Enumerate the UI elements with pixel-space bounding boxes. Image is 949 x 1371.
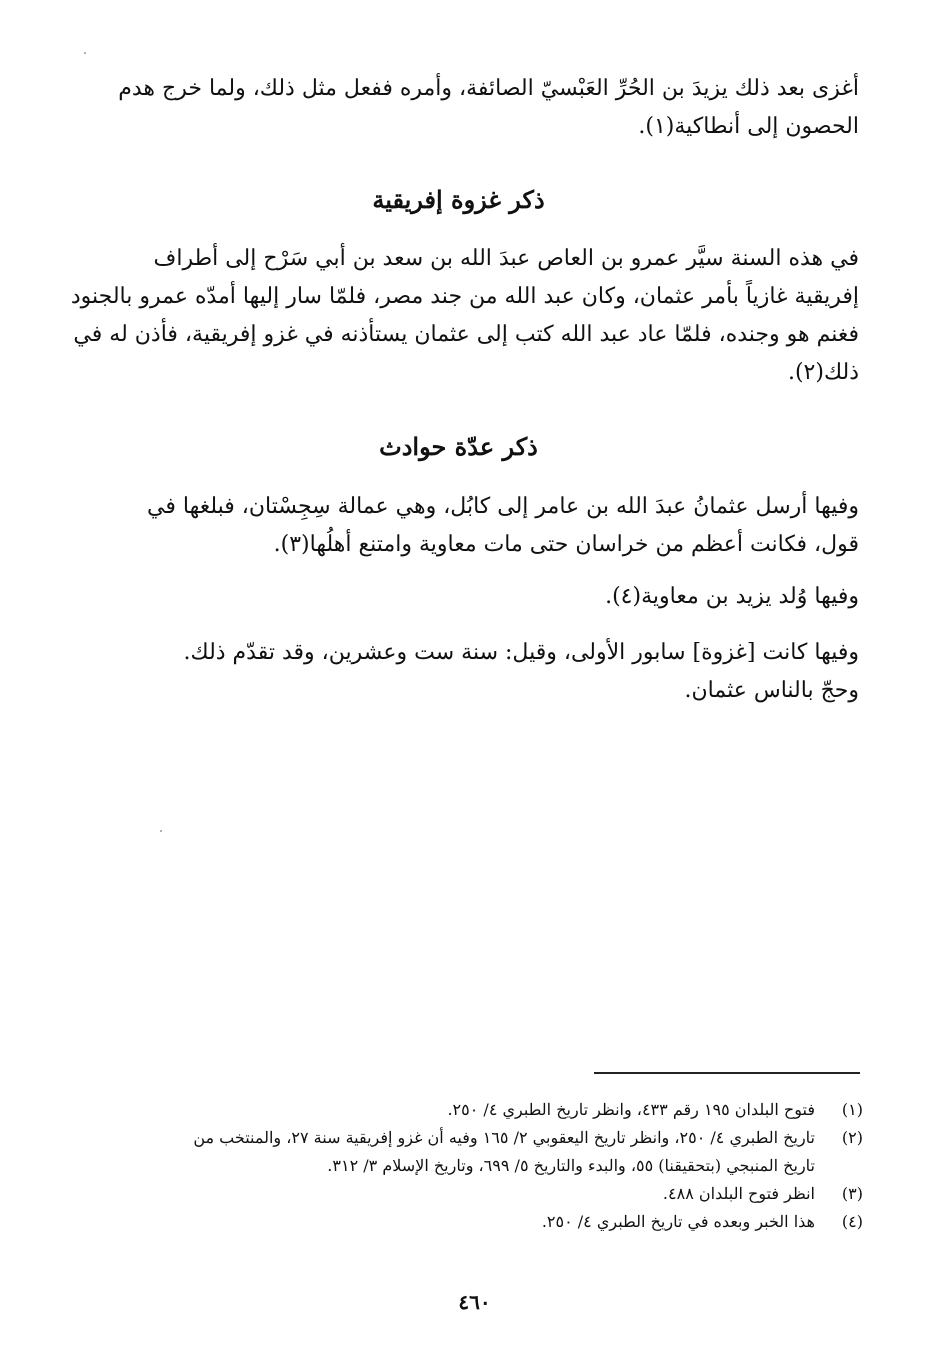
paragraph-5	[58, 634, 859, 710]
heading-ifriqiya-raid: ذكر غزوة إفريقية	[372, 185, 545, 214]
paragraph-4-line-1: وفيها وُلد يزيد بن معاوية(٤).	[605, 584, 859, 609]
footnote-3-number: (٣)	[841, 1184, 863, 1203]
footnote-divider	[594, 1072, 860, 1074]
footnotes	[58, 1096, 863, 1236]
page-number: ٤٦٠	[458, 1290, 491, 1314]
heading-events: ذكر عدّة حوادث	[379, 432, 538, 461]
paragraph-2	[58, 240, 859, 392]
footnote-4	[58, 1208, 863, 1236]
paragraph-2-line-1: في هذه السنة سيَّر عمرو بن العاص عبدَ الله بن سعد بن أبي سَرْح إلى أطراف	[153, 246, 859, 271]
paragraph-3-line-2: قول، فكانت أعظم من خراسان حتى مات معاوية وامتنع أهلُها(٣).	[273, 532, 859, 557]
footnote-3	[58, 1180, 863, 1208]
footnote-3-text: انظر فتوح البلدان ٤٨٨.	[662, 1184, 815, 1203]
scan-speck	[84, 52, 86, 54]
footnote-2-continued-text: تاريخ المنبجي (بتحقيقنا) ٥٥، والبدء والتاريخ ٥/ ٦٩٩، وتاريخ الإسلام ٣/ ٣١٢.	[327, 1156, 815, 1175]
footnote-4-text: هذا الخبر وبعده في تاريخ الطبري ٤/ ٢٥٠.	[541, 1212, 815, 1231]
footnote-4-number: (٤)	[841, 1212, 863, 1231]
paragraph-5-line-2: وحجّ بالناس عثمان.	[684, 678, 859, 703]
scan-speck	[160, 830, 162, 832]
footnote-2-number: (٢)	[841, 1128, 863, 1147]
paragraph-4	[58, 578, 859, 616]
paragraph-2-line-4: ذلك(٢).	[787, 360, 859, 385]
paragraph-5-line-1: وفيها كانت [غزوة] سابور الأولى، وقيل: سنة ست وعشرين، وقد تقدّم ذلك.	[183, 640, 859, 665]
paragraph-1-line-1: أغزى بعد ذلك يزيدَ بن الحُرِّ العَبْسيّ الصائفة، وأمره ففعل مثل ذلك، ولما خرج هدم	[118, 76, 859, 101]
footnote-2-text: تاريخ الطبري ٤/ ٢٥٠، وانظر تاريخ اليعقوبي ٢/ ١٦٥ وفيه أن غزو إفريقية سنة ٢٧، والمنتخب من	[193, 1128, 815, 1147]
footnote-1	[58, 1096, 863, 1124]
paragraph-3-line-1: وفيها أرسل عثمانُ عبدَ الله بن عامر إلى كابُل، وهي عمالة سِجِسْتان، فبلغها في	[147, 494, 859, 519]
footnote-1-number: (١)	[841, 1100, 863, 1119]
footnote-1-text: فتوح البلدان ١٩٥ رقم ٤٣٣، وانظر تاريخ الطبري ٤/ ٢٥٠.	[447, 1100, 815, 1119]
paragraph-2-line-3: فغنم هو وجنده، فلمّا عاد عبد الله كتب إلى عثمان يستأذنه في غزو إفريقية، فأذن له في	[73, 322, 859, 347]
paragraph-3	[58, 488, 859, 564]
paragraph-2-line-2: إفريقية غازياً بأمر عثمان، وكان عبد الله من جند مصر، فلمّا سار إليها أمدّه عمرو بالجنود	[70, 284, 859, 309]
footnote-2	[58, 1124, 863, 1152]
footnote-2-continued	[58, 1152, 863, 1180]
paragraph-1	[58, 70, 859, 146]
footnote-2-continued-number	[815, 1152, 863, 1180]
paragraph-1-line-2: الحصون إلى أنطاكية(١).	[638, 114, 859, 139]
